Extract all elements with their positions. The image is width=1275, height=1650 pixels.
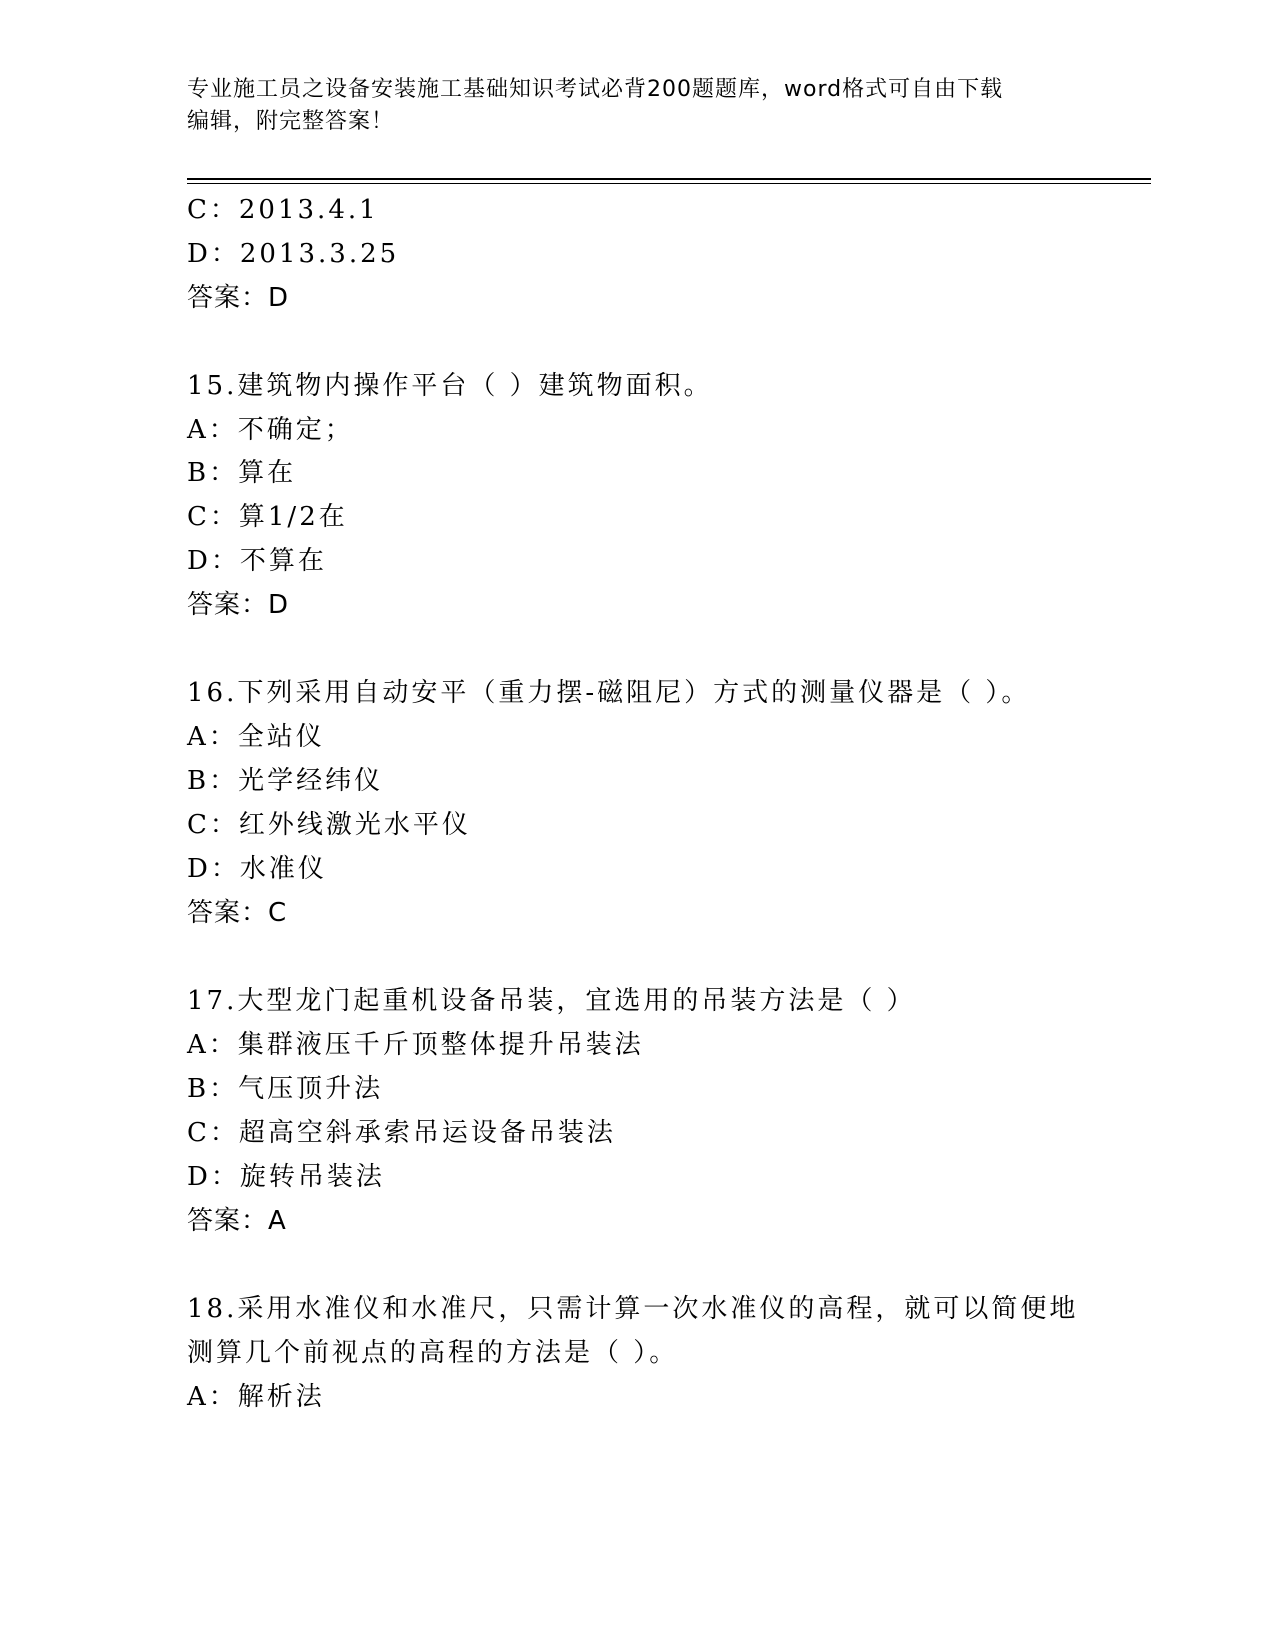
- q16-option-d: D：水准仪: [187, 854, 327, 884]
- q16-option-a: A：全站仪: [187, 722, 325, 752]
- q16-answer: 答案：C: [187, 898, 288, 928]
- header-line-2: 编辑，附完整答案！: [187, 109, 395, 134]
- q15-answer: 答案：D: [187, 590, 290, 620]
- q17-option-a: A：集群液压千斤顶整体提升吊装法: [187, 1030, 644, 1060]
- q15-option-b: B：算在: [187, 458, 297, 488]
- header-rule-thin: [187, 183, 1151, 184]
- q14-option-d: D：2013.3.25: [187, 239, 400, 269]
- q15-option-c: C：算1/2在: [187, 502, 348, 532]
- q15-option-a: A：不确定；: [187, 415, 354, 445]
- document-header: [187, 74, 1087, 138]
- q17-option-c: C：超高空斜承索吊运设备吊装法: [187, 1118, 616, 1148]
- header-line-1: 专业施工员之设备安装施工基础知识考试必背200题题库，word格式可自由下载: [187, 77, 1004, 102]
- q15-question: 15.建筑物内操作平台（ ）建筑物面积。: [187, 371, 713, 401]
- q14-option-c: C：2013.4.1: [187, 195, 379, 225]
- q17-question: 17.大型龙门起重机设备吊装，宜选用的吊装方法是（ ）: [187, 986, 916, 1016]
- q16-option-b: B：光学经纬仪: [187, 766, 384, 796]
- q18-question-line-2: 测算几个前视点的高程的方法是（ ）。: [187, 1338, 679, 1368]
- q16-option-c: C：红外线激光水平仪: [187, 810, 471, 840]
- header-rule-thick: [187, 178, 1151, 180]
- q15-option-d: D：不算在: [187, 546, 327, 576]
- q14-answer: 答案：D: [187, 283, 290, 313]
- q18-option-a: A：解析法: [187, 1382, 325, 1412]
- q17-option-d: D：旋转吊装法: [187, 1162, 385, 1192]
- q17-answer: 答案：A: [187, 1206, 287, 1236]
- q17-option-b: B：气压顶升法: [187, 1074, 384, 1104]
- q18-question-line-1: 18.采用水准仪和水准尺，只需计算一次水准仪的高程，就可以简便地: [187, 1294, 1079, 1324]
- q16-question: 16.下列采用自动安平（重力摆-磁阻尼）方式的测量仪器是（ ）。: [187, 678, 1031, 708]
